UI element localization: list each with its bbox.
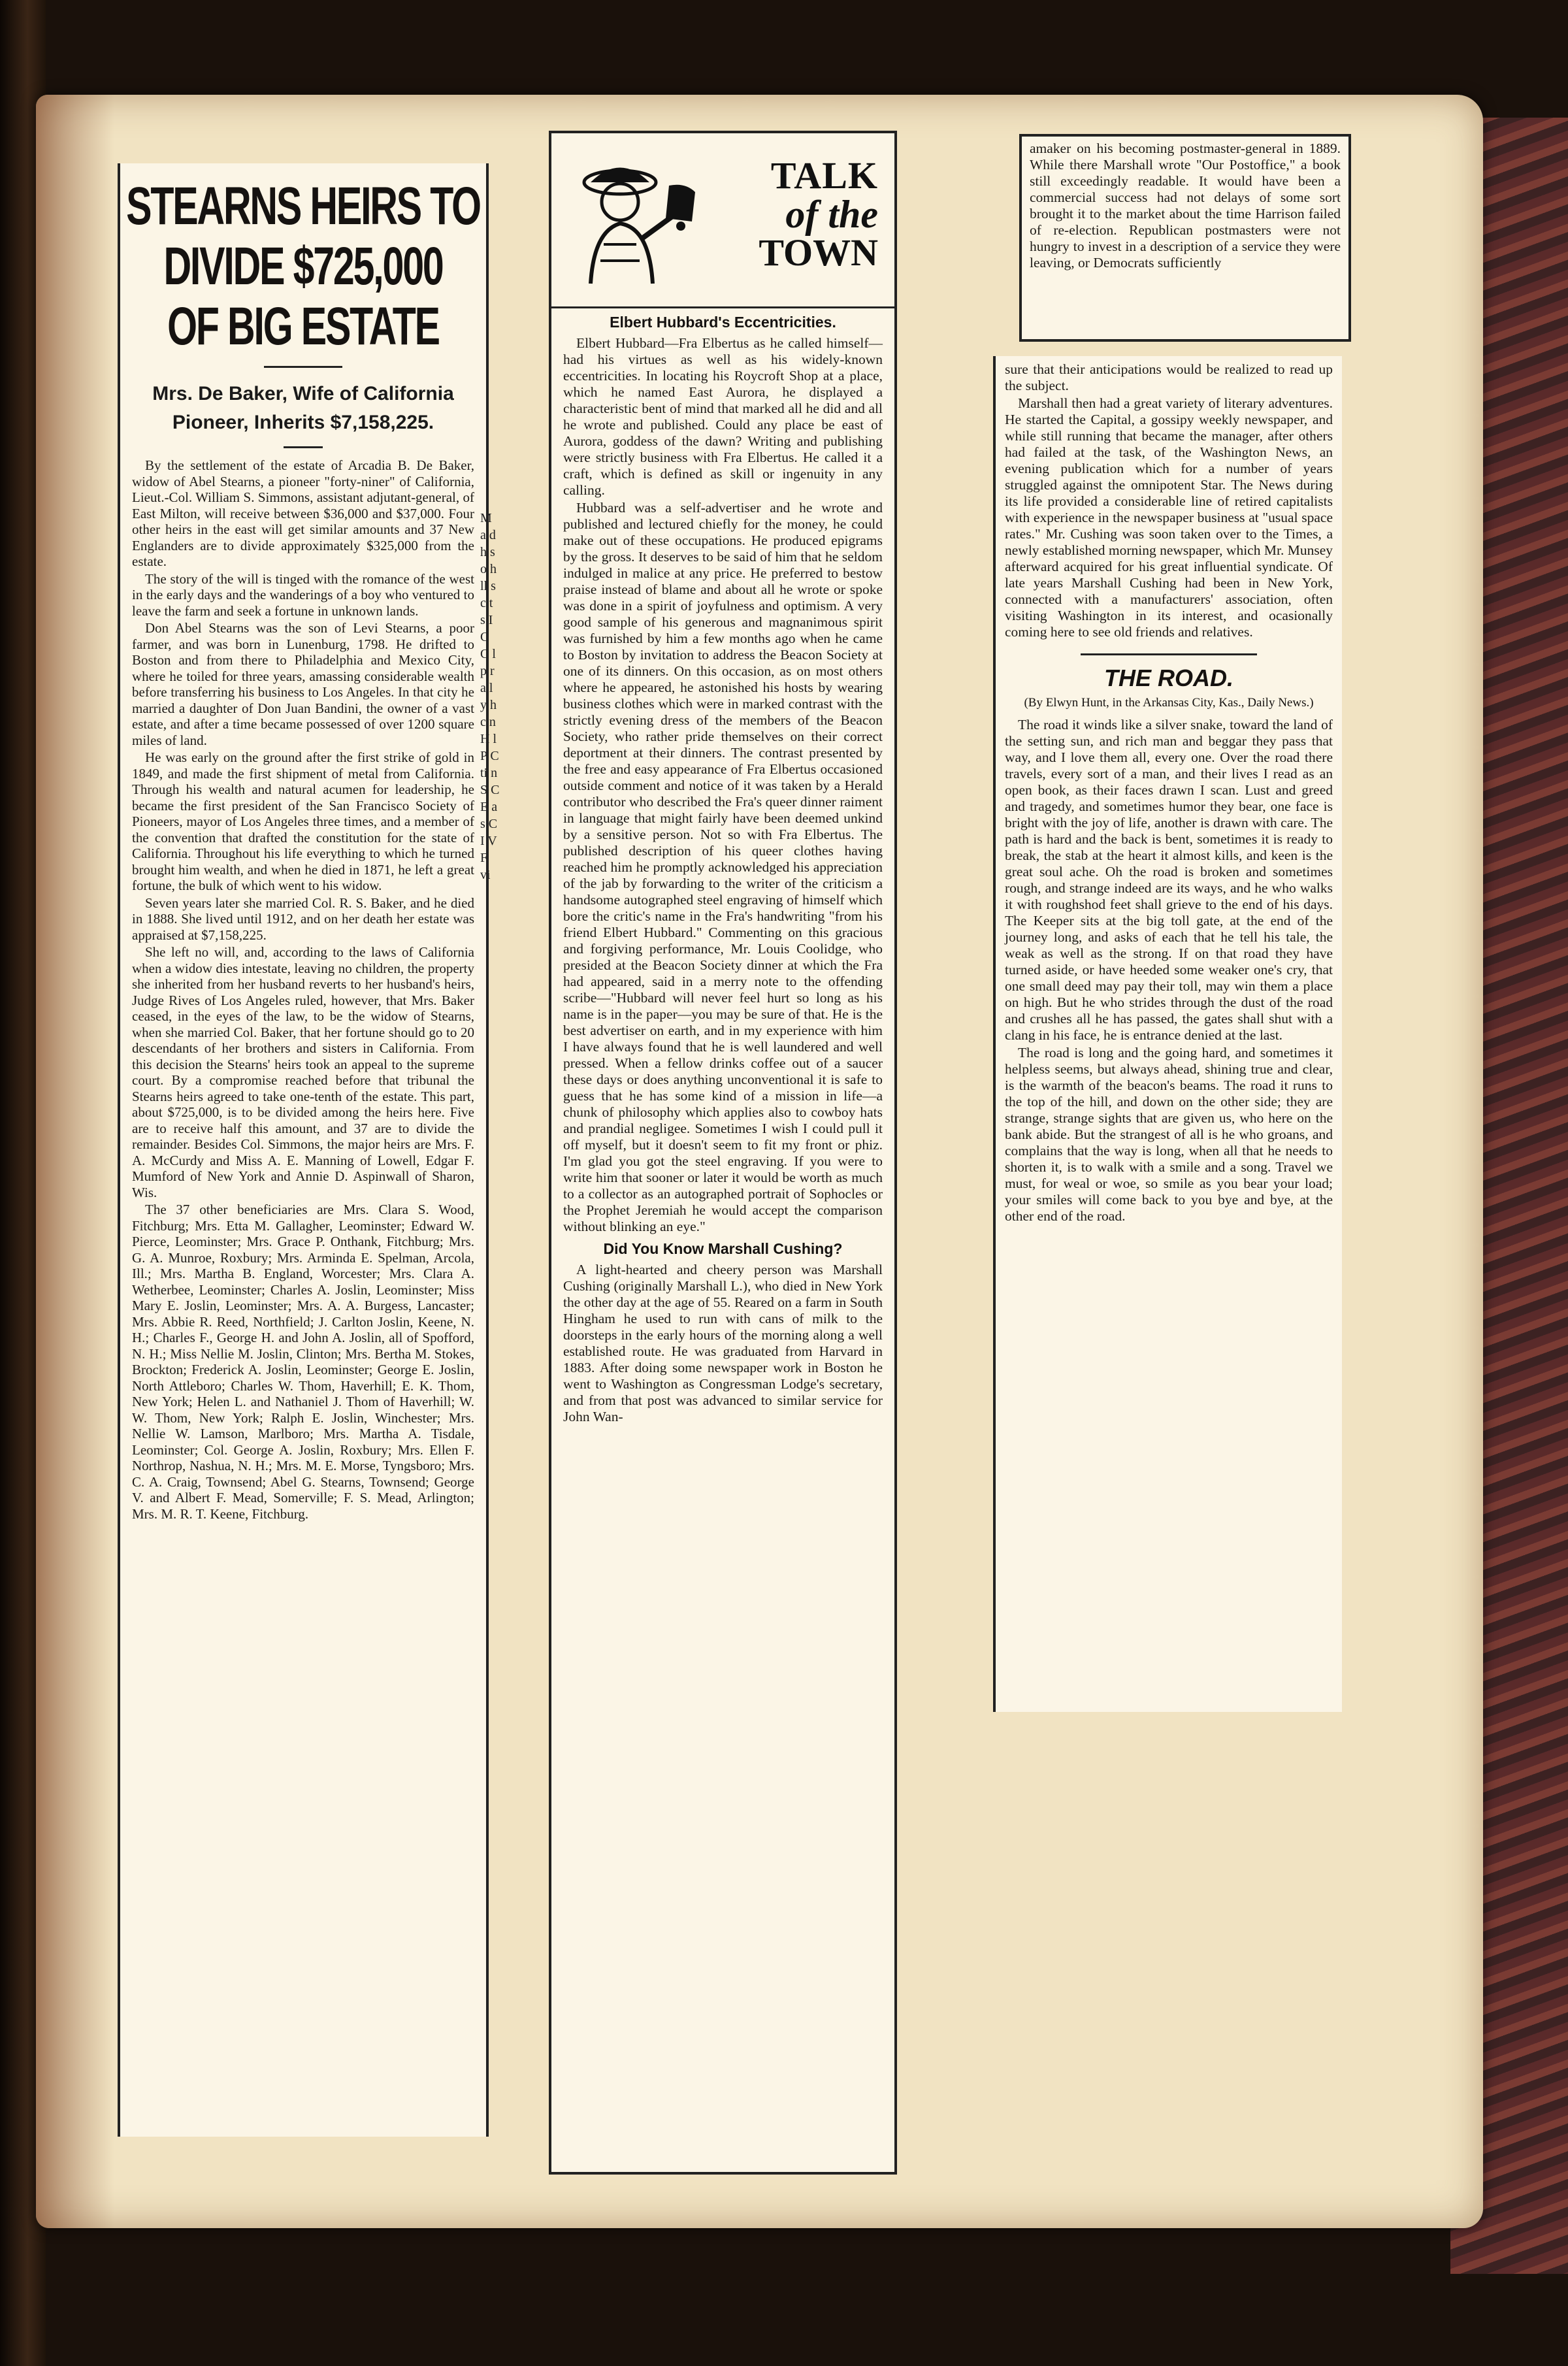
- stearns-body: [132, 457, 474, 1522]
- road-body: [1005, 717, 1333, 1224]
- talk-of-the-town-title: [759, 156, 878, 272]
- paragraph: The 37 other beneficiaries are Mrs. Clara S. Wood, Fitchburg; Mrs. Etta M. Gallagher, Leominster; Edward W. Pierce, Leominster; Mrs. Grace P. Onthank, Fitchburg; Mrs. G. A. Munroe, Roxbury; Mrs. Arminda E. Spelman, Arcola, Ill.; Mrs. Martha B. England, Worcester; Mrs. Clara A. Wetherbee, Leominster; Charles A. Joslin, Leominster; Miss Mary E. Joslin, Leominster; Mrs. A. A. Burgess, Lancaster; Mrs. Abbie R. Reed, Northfield; J. Carlton Joslin, Keene, N. H.; Charles F., George H. and John A. Joslin, all of Spofford, N. H.; Miss Nellie M. Joslin, Clinton; Mrs. Bertha M. Stokes, Brockton; Frederick A. Joslin, Leominster; George E. Joslin, North Attleboro; Charles W. Thom, Haverhill; E. K. Thom, New York; Helen L. and Nathaniel J. Thom of Haverhill; W. W. Thom, New York; Ralph E. Joslin, Winchester; Mrs. Nellie W. Lamson, Marlboro; Mrs. Martha A. Tisdale, Leominster; Col. George A. Joslin, Roxbury; Mrs. Ellen F. Northrop, Nashua, N. H.; Mrs. M. E. Morse, Tyngsboro; Mrs. C. A. Craig, Townsend; Abel G. Stearns, Townsend; George V. and Albert F. Mead, Somerville; F. S. Mead, Arlington; Mrs. M. R. T. Keene, Fitchburg.: [132, 1202, 474, 1522]
- paragraph: She left no will, and, according to the laws of California when a widow dies intestate, leaving no children, the property she inherited from her husband reverts to her husband's heirs, Judge Rives of Los Angeles ruled, however, that Mrs. Baker ceased, in the eyes of the law, to be the widow of Stearns, when she married Col. Baker, that her fortune should go to 20 descendants of her brothers and sisters in California. From this decision the Stearns' heirs took an appeal to the supreme court. By a compromise reached before that tribunal the Stearns heirs agreed to take one-tenth of the estate. This part, about $725,000, is to be divided among the heirs here. Five are to receive half this amount, and 37 are to divide the remainder. Besides Col. Simmons, the major heirs are Mrs. F. A. McCurdy and Miss A. E. Manning of Lowell, Edgar F. Mumford of New York and Annie D. Aspinwall of Sharon, Wis.: [132, 944, 474, 1200]
- paragraph: sure that their anticipations would be realized to read up the subject.: [1005, 361, 1333, 393]
- cushing-body: [563, 1262, 883, 1425]
- cushing-continuation-and-road: [993, 356, 1342, 1712]
- paragraph: Seven years later she married Col. R. S. Baker, and he died in 1888. She lived until 1912, and on her death her estate was appraised at $7,158,225.: [132, 895, 474, 943]
- paragraph: Don Abel Stearns was the son of Levi Stearns, a poor farmer, and was born in Lunenburg, 1798. He drifted to Boston and from there to Philadelphia and Mexico City, where he toiled for three years, amassing considerable wealth before transferring his business to Los Angeles. In that city he married a daughter of Don Juan Bandini, the owner of a vast estate, and after a time became possessed of over 1200 square miles of land.: [132, 620, 474, 748]
- hubbard-body: [563, 335, 883, 1235]
- paragraph: The story of the will is tinged with the romance of the west in the early days and the wanderings of a boy who ventured to leave the farm and seek a fortune in unknown lands.: [132, 570, 474, 619]
- cushing-continuation-top: [1019, 134, 1351, 342]
- paragraph: The road is long and the going hard, and sometimes it helpless seems, but always ahead, shining true and clear, is the warmth of the beacon's beams. The road it runs to the top of the hill, and down on the other side; they are strange, strange sights that are given us, who here on the bank abide. But the strangest of all is he who groans, and complains that the way is long, when all that he needs to shorten it, is to walk with a smile and a song. Travel we must, for weal or woe, so smile as you bear your load; your smiles will come back to you bye and bye, at the other end of the road.: [1005, 1045, 1333, 1224]
- paragraph: Hubbard was a self-advertiser and he wrote and published and lectured chiefly for the money, he could make out of these occupations. He produced epigrams by the gross. It deserves to be said of him that he seldom indulged in malice at any price. He preferred to bestow praise instead of blame and about all he wrote or spoke was done in a spirit of joyfulness and optimism. A very good sample of his generous and magnanimous spirit was furnished by him a few months ago when he came to Boston by invitation to address the Beacon Society at one of its dinners. On this occasion, as on most others where he appeared, he astonished his hosts by wearing business clothes which were in marked contrast with the strictly evening dress of the members of the Beacon Society, who rather pride themselves on their correct deportment at their dinners. The contrast presented by the free and easy appearance of Fra Elbertus occasioned outside comment and notice of it was taken by a Herald contributor who described the Fra's queer dinner raiment in language that might fairly have been deemed unkind by a sensitive person. Not so with Fra Elbertus. The published description of his queer clothes having reached him he promptly acknowledged his appreciation of the jab by forwarding to the writer of the criticism a handsome autographed steel engraving of himself which bore the critic's name in the Fra's handwriting "from his friend Elbert Hubbard." Commenting on this gracious and forgiving performance, Mr. Louis Coolidge, who presided at the Beacon Society dinner at which the Fra had appeared, said in a merry note to the offending scribe—"Hubbard will never feel hurt so long as his name is in the paper—you may be sure of that. He is the best advertiser on earth, and in my experience with him I have always found that he is well laundered and well pressed. When a fellow drinks coffee out of a saucer these days or does anything unconventional it is safe to guess that he has some kind of a mission in life—a chunk of philosophy which applies also to cowboy hats and prandial negligee. Sometimes I wish I could pull it off myself, but it doesn't seem to fit my front or phiz. I'm glad you got the steel engraving. If you were to write him that sooner or later it would be worth as much to a collector as an autographed portrait of Sophocles or the Prophet Jeremiah he would accept the comparison without blinking an eye.": [563, 500, 883, 1234]
- divider: [264, 366, 342, 368]
- headline-line-1: STEARNS HEIRS TO: [126, 176, 480, 236]
- paragraph: By the settlement of the estate of Arcadia B. De Baker, widow of Abel Stearns, a pioneer "forty-niner" of California, Lieut.-Col. William S. Simmons, assistant adjutant-general, of East Milton, will receive between $36,000 and $37,000. Four other heirs in the east will get similar amounts and 37 New Englanders are to divide approximately $325,000 from the estate.: [132, 457, 474, 569]
- talk-of-the-town-clipping: [549, 131, 897, 2175]
- continuation-text: [1030, 140, 1341, 271]
- title-of-the: of the: [785, 193, 878, 236]
- paragraph: The road it winds like a silver snake, toward the land of the setting sun, and rich man and beggar they pass that way, and I love them all, every one. Over the road there travels, every sort of a man, and their lives I read as an open book, as their faces drawn I scan. Lust and greed and tragedy, and sometimes humor they bear, one face is bright with the joy of life, another is drawn with care. The path is hard and the back is bent, sometimes it is ready to break, the stab at the heart it almost kills, and keen is the great soul ache. Oh the road is broken and sometimes rough, and strange indeed are its ways, and he who walks it with roughshod feet shall grieve to the end of his days. The Keeper sits at the big toll gate, at the end of the journey long, and asks of each that he tell his tale, the weak as well as the strong. If on that road they have turned aside, or have heeded some weaker one's cry, that one small deed may pay their toll, may win them a place on high. But he who strides through the dust of the road and crushes all he has passed, the gates shall shut with a clang in his face, he is entrance denied at the last.: [1005, 717, 1333, 1043]
- paragraph: A light-hearted and cheery person was Marshall Cushing (originally Marshall L.), who died in New York the other day at the age of 55. Reared on a farm in South Hingham he used to run with cans of milk to the doorsteps in the early hours of the morning along a well established route. He was graduated from Harvard in 1883. After doing some newspaper work in Boston he went to Washington as Congressman Lodge's secretary, and from that post was advanced to similar service for John Wan-: [563, 1262, 883, 1424]
- continuation-text: [1005, 361, 1333, 640]
- paragraph: He was early on the ground after the first strike of gold in 1849, and made the first shipment of metal from California. Through his wealth and natural acumen for leadership, he became the first president of the San Francisco Society of Pioneers, mayor of Los Angeles three times, and a member of the convention that drafted the constitution for the state of California. Throughout his life everything to which he turned brought him wealth, and when he died in 1871, he left a great fortune, the bulk of which went to his widow.: [132, 749, 474, 893]
- paragraph: Elbert Hubbard—Fra Elbertus as he called himself—had his virtues as well as his widely-known eccentricities. In locating his Roycroft Shop at a place, which he named East Aurora, he displayed a characteristic bent of mind that marked all he did and all he wrote and published. Could any place be east of Aurora, goddess of the dawn? Writing and publishing were strictly business with Fra Elbertus. He called it a craft, which is defined as skill or ingenuity in any calling.: [563, 335, 883, 498]
- headline-line-3: OF BIG ESTATE: [167, 297, 439, 356]
- page-stain: [36, 95, 114, 2228]
- stearns-headline: [124, 176, 482, 357]
- hubbard-subhead: Elbert Hubbard's Eccentricities.: [610, 314, 836, 331]
- title-town: TOWN: [759, 231, 878, 274]
- road-title: THE ROAD.: [1104, 665, 1233, 691]
- paragraph: amaker on his becoming postmaster-general in 1889. While there Marshall wrote "Our Postoffice," a book still exceedingly readable. It would have been a commercial success had not delays of some sort brought it to the market about the time Harrison failed of re-election. Republican postmasters were not hungry to invest in a description of a service they were leaving, or Democrats sufficiently: [1030, 140, 1341, 271]
- talk-of-the-town-masthead: [551, 133, 894, 308]
- divider: [284, 446, 323, 448]
- stearns-deck: Mrs. De Baker, Wife of California Pioneer, Inherits $7,158,225.: [152, 383, 454, 433]
- headline-line-2: DIVIDE $725,000: [163, 237, 443, 296]
- adjacent-column-fragment: M a d h s o h ll s c t s I C C l p r a l y h c n H l P C ti n S C E a s C I V F vi: [480, 511, 500, 882]
- divider: [1081, 653, 1257, 655]
- paragraph: Marshall then had a great variety of literary adventures. He started the Capital, a gossipy weekly newspaper, and while still running that became the manager, after others had failed at the task, of the Washington News, an evening publication which for a number of years struggled against the omnipotent Star. The News during its life provided a considerable line of retired capitalists with experience in the newspaper business at "usual space rates." Mr. Cushing was soon taken over to the Times, a newly established morning newspaper, which Mr. Munsey afterward acquired for his great influential syndicate. Of late years Marshall Cushing had been in New York, connected with a manufacturers' association, often visiting Washington in its interest, and ocasionally coming here to see old friends and relatives.: [1005, 395, 1333, 640]
- stearns-clipping: [118, 163, 489, 2137]
- title-talk: TALK: [770, 154, 878, 197]
- road-byline: (By Elwyn Hunt, in the Arkansas City, Kas., Daily News.): [1024, 696, 1314, 710]
- town-crier-icon: [564, 146, 708, 297]
- cushing-subhead: Did You Know Marshall Cushing?: [603, 1240, 843, 1257]
